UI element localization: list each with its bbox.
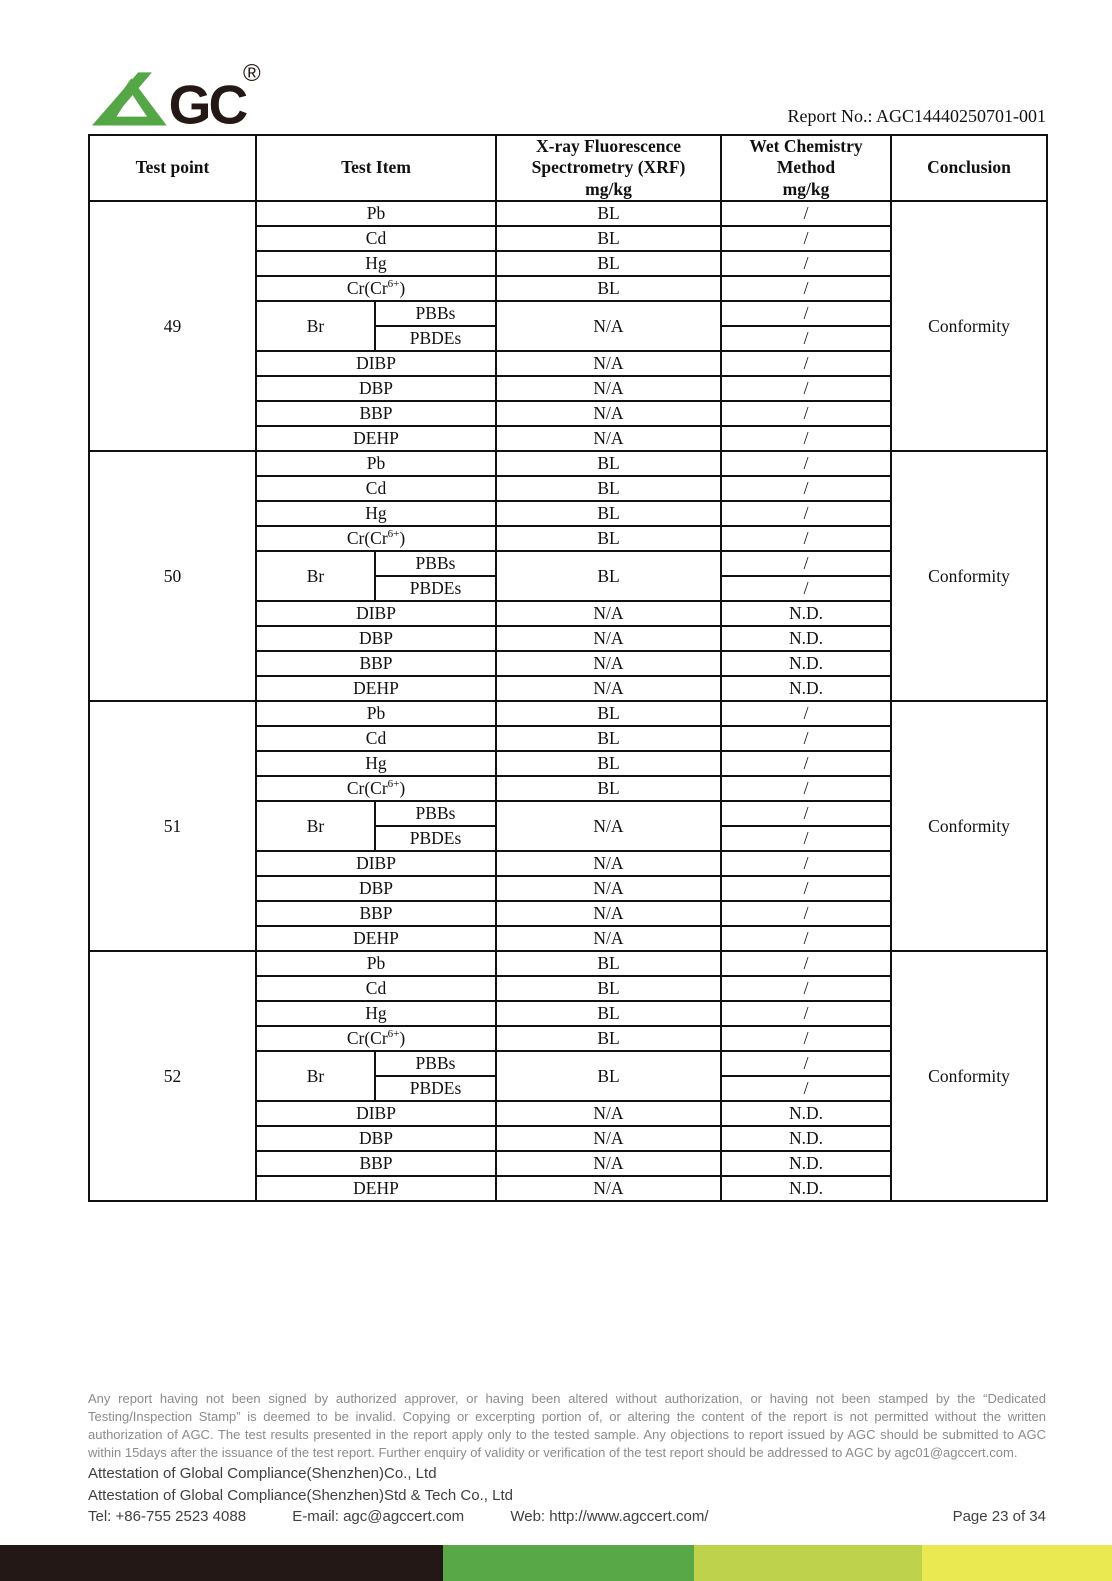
test-point-cell: 52 (89, 951, 256, 1201)
bottom-bar-segment-yellow (922, 1545, 1112, 1581)
header-test-item: Test Item (256, 135, 496, 201)
br-subitem-cell: PBDEs (375, 1076, 496, 1101)
xrf-value-cell: N/A (496, 801, 721, 851)
header-test-point: Test point (89, 135, 256, 201)
bottom-bar-segment-yellow-green (694, 1545, 922, 1581)
xrf-value-cell: N/A (496, 876, 721, 901)
xrf-value-cell: N/A (496, 926, 721, 951)
xrf-value-cell: N/A (496, 626, 721, 651)
xrf-value-cell: BL (496, 551, 721, 601)
br-subitem-cell: PBDEs (375, 576, 496, 601)
xrf-value-cell: N/A (496, 426, 721, 451)
wet-value-cell: / (721, 276, 891, 301)
test-point-cell: 51 (89, 701, 256, 951)
company-line-1: Attestation of Global Compliance(Shenzhen)Co., Ltd (88, 1465, 437, 1482)
test-results-table (88, 134, 1048, 1202)
xrf-value-cell: N/A (496, 601, 721, 626)
br-subitem-cell: PBBs (375, 1051, 496, 1076)
wet-value-cell: / (721, 926, 891, 951)
xrf-value-cell: N/A (496, 401, 721, 426)
wet-value-cell: / (721, 701, 891, 726)
xrf-value-cell: BL (496, 1001, 721, 1026)
header-wet-chemistry: Wet Chemistry Method mg/kg (721, 135, 891, 201)
item-cell: Cd (256, 726, 496, 751)
wet-value-cell: / (721, 251, 891, 276)
email-address: E-mail: agc@agccert.com (292, 1508, 465, 1525)
bottom-color-bar (0, 1545, 1112, 1581)
xrf-value-cell: N/A (496, 1151, 721, 1176)
wet-value-cell: / (721, 751, 891, 776)
item-cell: DEHP (256, 926, 496, 951)
item-cell: Pb (256, 701, 496, 726)
conclusion-cell: Conformity (891, 951, 1047, 1201)
br-label-cell: Br (256, 301, 375, 351)
xrf-value-cell: BL (496, 251, 721, 276)
item-cell: DIBP (256, 351, 496, 376)
br-label-cell: Br (256, 551, 375, 601)
br-label-cell: Br (256, 1051, 375, 1101)
wet-value-cell: / (721, 451, 891, 476)
xrf-value-cell: BL (496, 1026, 721, 1051)
item-cell: DBP (256, 376, 496, 401)
br-subitem-cell: PBBs (375, 301, 496, 326)
item-cell: DIBP (256, 851, 496, 876)
wet-value-cell: N.D. (721, 1101, 891, 1126)
item-cell: $Cr(Cr^{6+})$ (256, 526, 496, 551)
website-url: Web: http://www.agccert.com/ (510, 1508, 709, 1525)
item-cell: DEHP (256, 1176, 496, 1201)
br-subitem-cell: PBBs (375, 801, 496, 826)
xrf-value-cell: N/A (496, 376, 721, 401)
item-cell: BBP (256, 651, 496, 676)
xrf-value-cell: BL (496, 201, 721, 226)
item-cell: Pb (256, 451, 496, 476)
xrf-value-cell: BL (496, 226, 721, 251)
item-cell: Hg (256, 501, 496, 526)
wet-value-cell: / (721, 326, 891, 351)
wet-value-cell: / (721, 976, 891, 1001)
item-cell: DEHP (256, 676, 496, 701)
conclusion-cell: Conformity (891, 451, 1047, 701)
wet-value-cell: / (721, 301, 891, 326)
registered-trademark-icon: ® (243, 60, 261, 87)
item-cell: Cd (256, 226, 496, 251)
xrf-value-cell: BL (496, 751, 721, 776)
wet-value-cell: / (721, 401, 891, 426)
wet-value-cell: N.D. (721, 1176, 891, 1201)
item-cell: $Cr(Cr^{6+})$ (256, 276, 496, 301)
wet-value-cell: N.D. (721, 676, 891, 701)
bottom-bar-segment-green (443, 1545, 694, 1581)
wet-value-cell: / (721, 876, 891, 901)
wet-value-cell: / (721, 851, 891, 876)
xrf-value-cell: N/A (496, 1176, 721, 1201)
wet-value-cell: / (721, 426, 891, 451)
xrf-value-cell: N/A (496, 301, 721, 351)
item-cell: DEHP (256, 426, 496, 451)
wet-value-cell: / (721, 951, 891, 976)
wet-value-cell: / (721, 776, 891, 801)
company-info (88, 1463, 1046, 1528)
xrf-value-cell: N/A (496, 676, 721, 701)
conclusion-cell: Conformity (891, 201, 1047, 451)
item-cell: BBP (256, 1151, 496, 1176)
xrf-value-cell: N/A (496, 901, 721, 926)
wet-value-cell: / (721, 226, 891, 251)
wet-value-cell: / (721, 1001, 891, 1026)
wet-value-cell: N.D. (721, 1151, 891, 1176)
xrf-value-cell: BL (496, 526, 721, 551)
xrf-value-cell: N/A (496, 351, 721, 376)
item-cell: Hg (256, 751, 496, 776)
test-point-cell: 49 (89, 201, 256, 451)
wet-value-cell: / (721, 901, 891, 926)
xrf-value-cell: BL (496, 276, 721, 301)
item-cell: Pb (256, 201, 496, 226)
phone-number: Tel: +86-755 2523 4088 (88, 1508, 247, 1525)
wet-value-cell: / (721, 551, 891, 576)
item-cell: BBP (256, 901, 496, 926)
wet-value-cell: / (721, 351, 891, 376)
page-number: Page 23 of 34 (952, 1508, 1046, 1525)
br-subitem-cell: PBBs (375, 551, 496, 576)
xrf-value-cell: BL (496, 976, 721, 1001)
item-cell: Cd (256, 476, 496, 501)
item-cell: Cd (256, 976, 496, 1001)
item-cell: DIBP (256, 1101, 496, 1126)
company-line-2: Attestation of Global Compliance(Shenzhen)Std & Tech Co., Ltd (88, 1486, 513, 1504)
bottom-bar-segment-black (0, 1545, 443, 1581)
wet-value-cell: / (721, 501, 891, 526)
item-cell: $Cr(Cr^{6+})$ (256, 1026, 496, 1051)
report-number: Report No.: AGC14440250701-001 (787, 106, 1046, 126)
xrf-value-cell: N/A (496, 1126, 721, 1151)
wet-value-cell: / (721, 1076, 891, 1101)
xrf-value-cell: BL (496, 726, 721, 751)
xrf-value-cell: N/A (496, 851, 721, 876)
item-cell: DIBP (256, 601, 496, 626)
item-cell: DBP (256, 626, 496, 651)
xrf-value-cell: BL (496, 776, 721, 801)
br-subitem-cell: PBDEs (375, 326, 496, 351)
wet-value-cell: / (721, 476, 891, 501)
wet-value-cell: / (721, 376, 891, 401)
item-cell: Pb (256, 951, 496, 976)
xrf-value-cell: N/A (496, 651, 721, 676)
wet-value-cell: N.D. (721, 651, 891, 676)
wet-value-cell: N.D. (721, 1126, 891, 1151)
xrf-value-cell: BL (496, 501, 721, 526)
item-cell: Hg (256, 251, 496, 276)
wet-value-cell: N.D. (721, 601, 891, 626)
item-cell: Hg (256, 1001, 496, 1026)
header-xrf: X-ray Fluorescence Spectrometry (XRF) mg/kg (496, 135, 721, 201)
xrf-value-cell: BL (496, 951, 721, 976)
logo-gc-text: GC (168, 73, 246, 126)
wet-value-cell: / (721, 1051, 891, 1076)
item-cell: DBP (256, 876, 496, 901)
wet-value-cell: / (721, 526, 891, 551)
wet-value-cell: / (721, 1026, 891, 1051)
contact-line (88, 1506, 1046, 1528)
xrf-value-cell: BL (496, 701, 721, 726)
xrf-value-cell: BL (496, 476, 721, 501)
xrf-value-cell: BL (496, 1051, 721, 1101)
wet-value-cell: / (721, 576, 891, 601)
wet-value-cell: / (721, 826, 891, 851)
test-point-cell: 50 (89, 451, 256, 701)
disclaimer-text: Any report having not been signed by authorized approver, or having been altered without authorization, or having not been stamped by the “Dedicated Testing/Inspection Stamp” is deemed to be invalid. Copying or excerpting portion of, or altering the content of the report is not permitted without the written authorization of AGC. The test results presented in the report apply only to the tested sample. Any objections to report issued by AGC should be submitted to AGC within 15days after the issuance of the test report. Further enquiry of validity or verification of the test report should be addressed to AGC by agc01@agccert.com. (88, 1391, 1046, 1460)
xrf-value-cell: BL (496, 451, 721, 476)
wet-value-cell: / (721, 801, 891, 826)
item-cell: $Cr(Cr^{6+})$ (256, 776, 496, 801)
item-cell: BBP (256, 401, 496, 426)
header-conclusion: Conclusion (891, 135, 1047, 201)
br-label-cell: Br (256, 801, 375, 851)
xrf-value-cell: N/A (496, 1101, 721, 1126)
conclusion-cell: Conformity (891, 701, 1047, 951)
item-cell: DBP (256, 1126, 496, 1151)
wet-value-cell: / (721, 726, 891, 751)
wet-value-cell: / (721, 201, 891, 226)
br-subitem-cell: PBDEs (375, 826, 496, 851)
wet-value-cell: N.D. (721, 626, 891, 651)
